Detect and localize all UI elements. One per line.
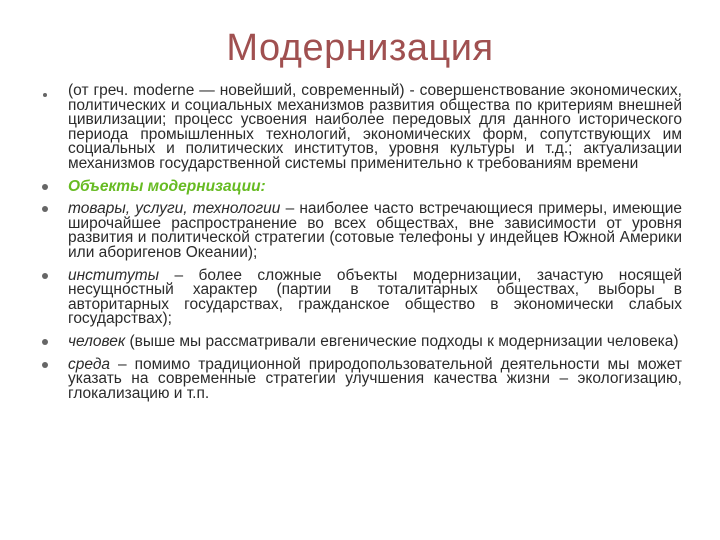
list-item-institutions [42,266,682,328]
bullet-dot-icon [43,93,47,97]
objects-heading: Объекты модернизации: [68,177,266,195]
definition-text: (от греч. moderne — новейший, современный) - совершенствование экономических, политических и социальных механизмов развития общества по критериям внешней цивилизации; процесс усвоения наиболее передовых для данного исторического периода промышленных технологий, экономических форм, сопутствующих им социальных и политических институтов, уровня культуры и т.д.; актуализации механизмов государственной системы применительно к требованиям времени [68,82,682,172]
list-item-human [42,332,682,350]
objects-heading-item [42,177,682,195]
item-text: – помимо традиционной природопользовательной деятельности мы может указать на современные стратегии улучшения качества жизни – экологизацию, глокализацию и т.п. [68,355,682,402]
item-text: (выше мы рассматривали евгенические подходы к модернизации человека) [125,332,679,350]
bullet-dot-icon [42,362,48,368]
bullet-dot-icon [42,184,48,190]
list-item-goods [42,202,682,260]
bullet-dot-icon [42,273,48,279]
slide-title: Модернизация [226,27,494,69]
item-term: среда [68,355,111,373]
item-term: человек [68,332,126,350]
definition-item [42,84,682,172]
item-term: институты [68,266,160,284]
bullet-list [42,84,682,409]
list-item-environment [42,355,682,402]
bullet-dot-icon [42,206,48,212]
bullet-dot-icon [42,339,48,345]
item-text: – наиболее часто встречающиеся примеры, имеющие широчайшее распространение во всех обществах, вне зависимости от уровня развития и политической стратегии (сотовые телефоны у индейцев Южной Америки или аборигенов Океании); [68,200,682,261]
item-text: – более сложные объекты модернизации, зачастую носящей несущностный характер (партии в тоталитарных обществах, выборы в авторитарных государствах, гражданское общество в экономически слабых государствах); [68,266,682,328]
item-term: товары, услуги, технологии [68,200,281,218]
